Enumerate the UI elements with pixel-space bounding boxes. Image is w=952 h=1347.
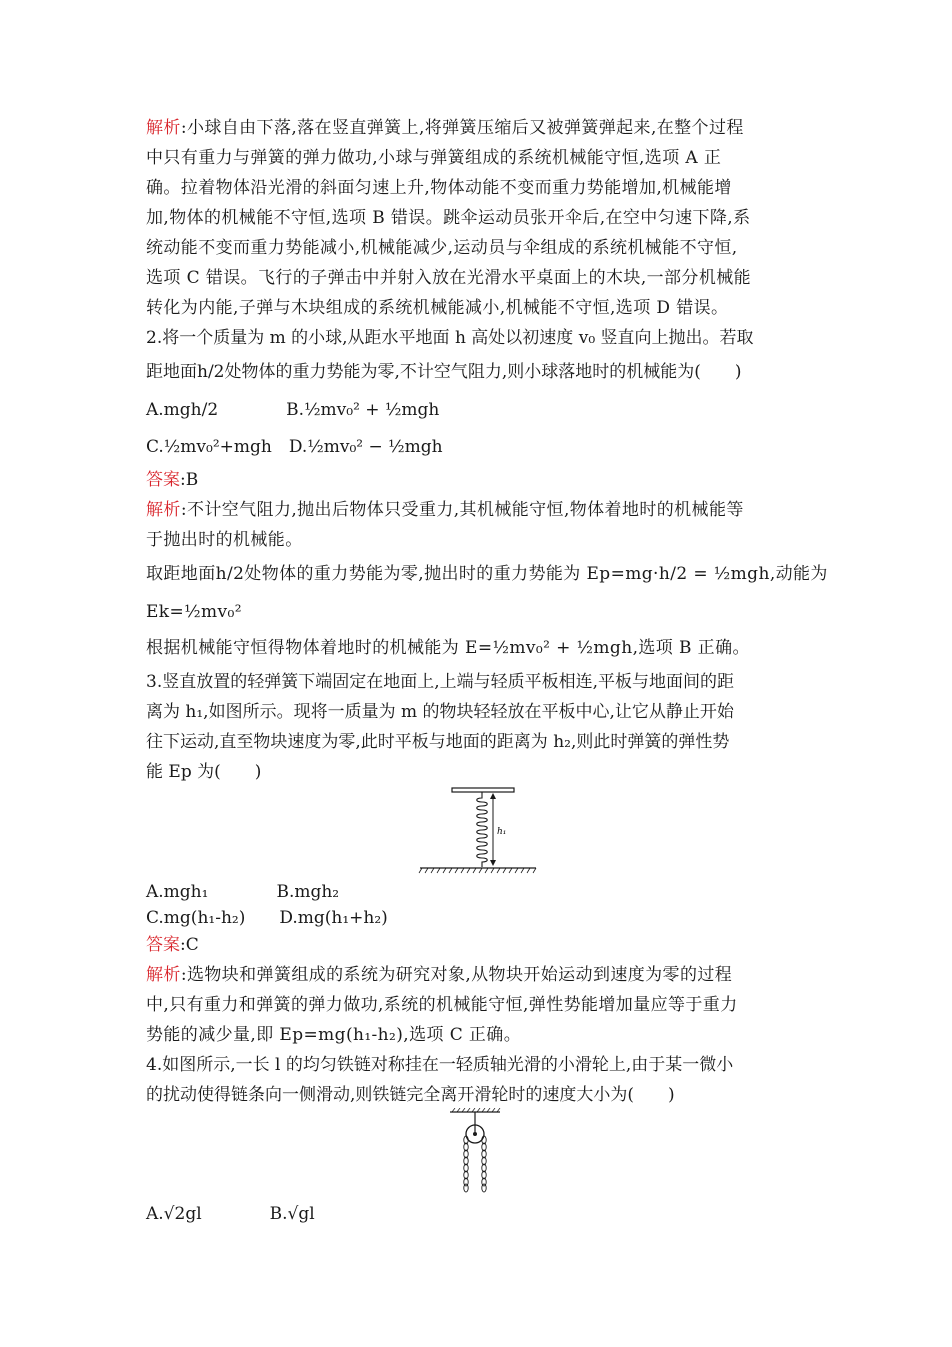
chain	[464, 1136, 486, 1192]
option-row: A.√2gl B.√gl	[146, 1204, 315, 1224]
option-row: A.mgh/2 B.½mv₀² + ½mgh	[146, 400, 440, 420]
question-4-line: 4.如图所示,一长 l 的均匀铁链对称挂在一轻质轴光滑的小滑轮上,由于某一微小	[146, 1055, 734, 1075]
text-line: 确。拉着物体沿光滑的斜面匀速上升,物体动能不变而重力势能增加,机械能增	[146, 178, 732, 198]
answer-label: 答案	[146, 470, 180, 490]
answer-line: 答案:C	[146, 935, 199, 955]
height-label: h₁	[497, 827, 507, 837]
text-line: 中只有重力与弹簧的弹力做功,小球与弹簧组成的系统机械能守恒,选项 A 正	[146, 148, 722, 168]
text-line: 解析:选物块和弹簧组成的系统为研究对象,从物块开始运动到速度为零的过程	[146, 965, 733, 985]
text-line: 解析:不计空气阻力,抛出后物体只受重力,其机械能守恒,物体着地时的机械能等	[146, 500, 744, 520]
spring-coil	[477, 792, 488, 867]
text-line: 根据机械能守恒得物体着地时的机械能为 E=½mv₀² + ½mgh,选项 B 正确。	[146, 638, 750, 658]
text-line: 取距地面h/2处物体的重力势能为零,抛出时的重力势能为 Ep=mg·h/2 = ½mgh,动能为	[146, 564, 828, 584]
arrow-head-up	[490, 793, 496, 799]
option-row: C.mg(h₁-h₂) D.mg(h₁+h₂)	[146, 908, 388, 928]
text-line: 解析:小球自由下落,落在竖直弹簧上,将弹簧压缩后又被弹簧弹起来,在整个过程	[146, 118, 744, 138]
text-line: 中,只有重力和弹簧的弹力做功,系统的机械能守恒,弹性势能增加量应等于重力	[146, 995, 738, 1015]
text-line: 加,物体的机械能不守恒,选项 B 错误。跳伞运动员张开伞后,在空中匀速下降,系	[146, 208, 751, 228]
question-3-line: 离为 h₁,如图所示。现将一质量为 m 的物块轻轻放在平板中心,让它从静止开始	[146, 702, 734, 722]
ground-hatch	[419, 868, 536, 873]
arrow-head-down	[490, 860, 496, 866]
pulley-axle	[473, 1132, 477, 1136]
text-line: 于抛出时的机械能。	[146, 530, 303, 550]
question-3-line: 往下运动,直至物块速度为零,此时平板与地面的距离为 h₂,则此时弹簧的弹性势	[146, 732, 730, 752]
answer-line: 答案:B	[146, 470, 199, 490]
analysis-label: 解析	[146, 118, 181, 138]
question-3-line: 能 Ep 为( )	[146, 762, 262, 782]
answer-label: 答案	[146, 935, 180, 955]
question-4-line: 的扰动使得链条向一侧滑动,则铁链完全离开滑轮时的速度大小为( )	[146, 1085, 675, 1105]
plate	[452, 788, 514, 792]
question-2-line: 2.将一个质量为 m 的小球,从距水平地面 h 高处以初速度 v₀ 竖直向上抛出。若取	[146, 328, 754, 348]
analysis-label: 解析	[146, 500, 181, 520]
spring-figure	[418, 784, 538, 876]
text-line: 选项 C 错误。飞行的子弹击中并射入放在光滑水平桌面上的木块,一部分机械能	[146, 268, 752, 288]
question-2-line: 距地面h/2处物体的重力势能为零,不计空气阻力,则小球落地时的机械能为( )	[146, 362, 742, 382]
option-row: A.mgh₁ B.mgh₂	[146, 882, 340, 902]
analysis-label: 解析	[146, 965, 181, 985]
text-line: Ek=½mv₀²	[146, 602, 242, 622]
text-line: 统动能不变而重力势能减小,机械能减少,运动员与伞组成的系统机械能不守恒,	[146, 238, 738, 258]
pulley-figure	[448, 1108, 502, 1194]
option-row: C.½mv₀²+mgh D.½mv₀² − ½mgh	[146, 437, 443, 457]
text-line: 转化为内能,子弹与木块组成的系统机械能减小,机械能不守恒,选项 D 错误。	[146, 298, 729, 318]
question-3-line: 3.竖直放置的轻弹簧下端固定在地面上,上端与轻质平板相连,平板与地面间的距	[146, 672, 735, 692]
text-line: 势能的减少量,即 Ep=mg(h₁-h₂),选项 C 正确。	[146, 1025, 522, 1045]
